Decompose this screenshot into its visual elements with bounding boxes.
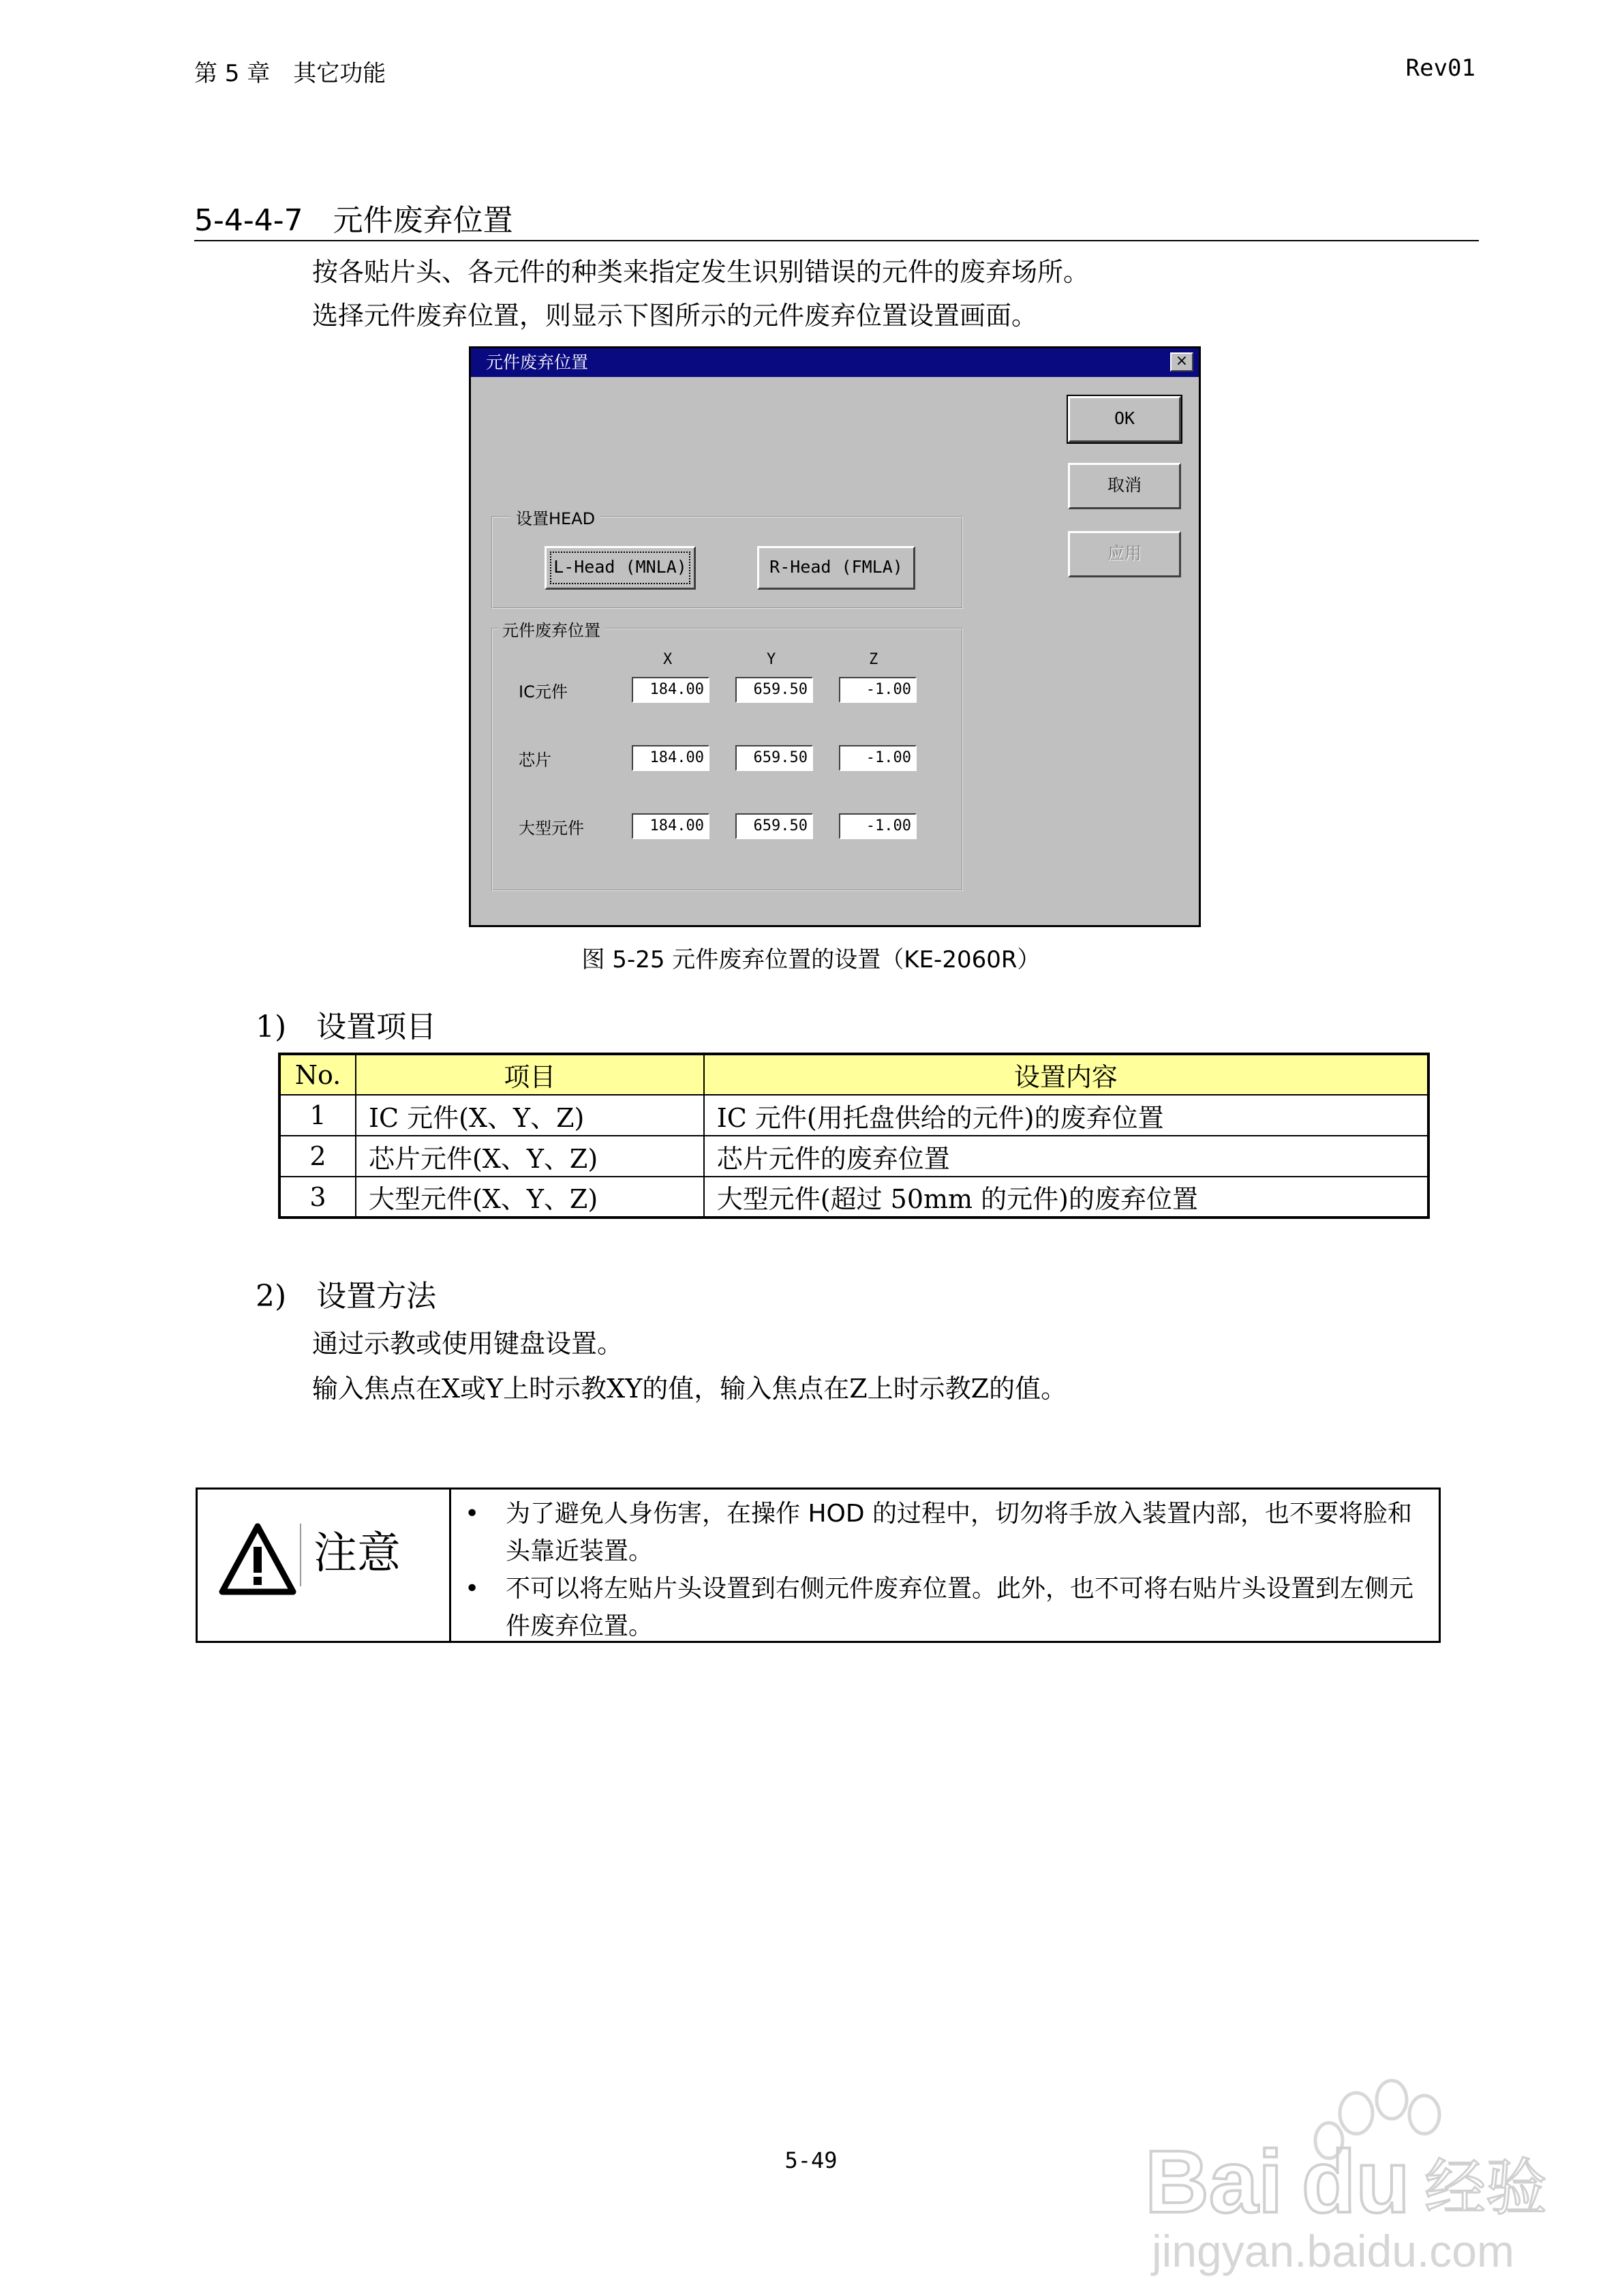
cancel-button[interactable]: 取消: [1068, 463, 1181, 509]
page-number: 5-49: [784, 2147, 838, 2173]
table-row: [279, 1177, 1428, 1218]
cell-item: 芯片元件(X、Y、Z): [356, 1136, 704, 1177]
row-label-large: 大型元件: [519, 819, 584, 838]
section-title: 5-4-4-7 元件废弃位置: [194, 203, 513, 238]
method-line-2: 输入焦点在X或Y上时示教XY的值，输入焦点在Z上时示教Z的值。: [312, 1374, 1067, 1404]
row-label-chip: 芯片: [519, 751, 551, 770]
svg-text:Bai: Bai: [1145, 2132, 1283, 2231]
apply-button[interactable]: 应用: [1068, 531, 1181, 577]
caution-box: [196, 1487, 1441, 1643]
chip-y-field[interactable]: 659.50: [735, 745, 813, 771]
ic-z-field[interactable]: -1.00: [839, 677, 917, 703]
cell-no: 1: [279, 1095, 356, 1136]
header-content: 设置内容: [704, 1054, 1428, 1095]
table-header-row: [279, 1054, 1428, 1095]
column-header-z: Z: [869, 651, 878, 668]
table-row: [279, 1136, 1428, 1177]
svg-text:jingyan.baidu.com: jingyan.baidu.com: [1152, 2226, 1514, 2276]
section-rule: [194, 240, 1479, 241]
warning-triangle-icon: [218, 1522, 297, 1596]
chapter-header: 第 5 章 其它功能: [194, 60, 386, 87]
setting-items-heading: 1) 设置项目: [256, 1010, 437, 1044]
ic-x-field[interactable]: 184.00: [632, 677, 709, 703]
table-row: [279, 1095, 1428, 1136]
method-line-1: 通过示教或使用键盘设置。: [312, 1329, 624, 1359]
svg-text:经验: 经验: [1424, 2152, 1547, 2224]
setting-method-heading: 2) 设置方法: [256, 1279, 437, 1314]
setting-items-table: [278, 1053, 1430, 1219]
dialog-title-bar: 元件废弃位置: [471, 348, 1199, 377]
cell-item: 大型元件(X、Y、Z): [356, 1177, 704, 1218]
large-y-field[interactable]: 659.50: [735, 813, 813, 839]
row-label-ic: IC元件: [519, 682, 568, 701]
intro-line-1: 按各贴片头、各元件的种类来指定发生识别错误的元件的废弃场所。: [312, 257, 1090, 287]
column-header-y: Y: [767, 651, 776, 668]
header-item: 项目: [356, 1054, 704, 1095]
ic-y-field[interactable]: 659.50: [735, 677, 813, 703]
bullet-icon: •: [465, 1500, 480, 1528]
header-no: No.: [279, 1054, 356, 1095]
caution-label-cell: [198, 1490, 451, 1641]
l-head-button[interactable]: L-Head (MNLA): [545, 546, 696, 590]
ok-button[interactable]: OK: [1068, 396, 1181, 442]
caution-item-text: 不可以将左贴片头设置到右侧元件废弃位置。此外，也不可将右贴片头设置到左侧元件废弃位置。: [506, 1575, 1414, 1640]
baidu-watermark-logo: [1131, 2072, 1574, 2277]
column-header-x: X: [663, 651, 673, 668]
head-group-label: 设置HEAD: [510, 505, 600, 529]
intro-line-2: 选择元件废弃位置，则显示下图所示的元件废弃位置设置画面。: [312, 301, 1038, 331]
chip-z-field[interactable]: -1.00: [839, 745, 917, 771]
figure-caption: 图 5-25 元件废弃位置的设置（KE-2060R）: [581, 946, 1041, 973]
caution-item-text: 为了避免人身伤害，在操作 HOD 的过程中，切勿将手放入装置内部，也不要将脸和头靠近装置。: [506, 1500, 1413, 1565]
chip-x-field[interactable]: 184.00: [632, 745, 709, 771]
cell-content: IC 元件(用托盘供给的元件)的废弃位置: [704, 1095, 1428, 1136]
close-icon[interactable]: ×: [1170, 352, 1193, 372]
disposal-group-label: 元件废弃位置: [498, 617, 605, 641]
caution-separator: [300, 1524, 301, 1586]
revision-label: Rev01: [1405, 55, 1475, 82]
cell-no: 2: [279, 1136, 356, 1177]
cell-item: IC 元件(X、Y、Z): [356, 1095, 704, 1136]
large-z-field[interactable]: -1.00: [839, 813, 917, 839]
caution-label: 注意: [313, 1528, 401, 1579]
bullet-icon: •: [465, 1575, 480, 1603]
r-head-button[interactable]: R-Head (FMLA): [757, 546, 915, 590]
disposal-position-dialog: [469, 346, 1201, 927]
svg-text:du: du: [1302, 2132, 1410, 2231]
cell-content: 大型元件(超过 50mm 的元件)的废弃位置: [704, 1177, 1428, 1218]
cell-no: 3: [279, 1177, 356, 1218]
cell-content: 芯片元件的废弃位置: [704, 1136, 1428, 1177]
large-x-field[interactable]: 184.00: [632, 813, 709, 839]
